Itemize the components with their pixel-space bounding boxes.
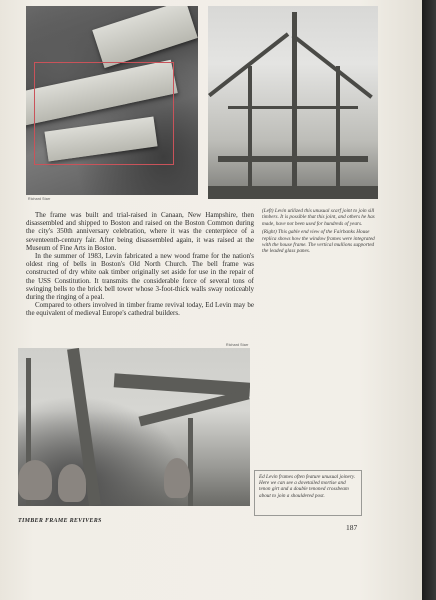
body-paragraph: The frame was built and trial-raised in Canaan, New Hampshire, then disassembled and shipped to Boston and raised on the Boston Common during the city's 350th anniversary celebration, where it was the centerpiece of a seventeenth-century fair. After being disassembled again, it was raised at the Museum of Fine Arts in Boston. bbox=[26, 211, 254, 252]
caption-right: (Right) This gable end view of the Fairbanks House replica shows how the window frames were integrated with the house frame. The vertical mullions supported the leaded glass panes. bbox=[262, 229, 375, 255]
running-head: TIMBER FRAME REVIVERS bbox=[18, 518, 102, 524]
bottom-photo-caption: Ed Levin frames often feature unusual joinery. Here we can see a dovetailed mortise and tenon girt and a double tenoned crossbeam about to join a shouldered post. bbox=[254, 470, 362, 516]
page-edge-shadow bbox=[422, 0, 436, 600]
body-paragraph: Compared to others involved in timber frame revival today, Ed Levin may be the equivalent of medieval Europe's cathedral builders. bbox=[26, 301, 254, 318]
photo-credit-bottom: Richard Starr bbox=[226, 343, 249, 347]
photo-captions bbox=[262, 208, 380, 257]
page-number: 187 bbox=[346, 523, 358, 532]
body-paragraph: In the summer of 1983, Levin fabricated a new wood frame for the nation's oldest ring of bells in Boston's Old North Church. The bell frame was constructed of dry white oak timber originally set aside for use in the repair of the USS Constitution. It transmits the considerable force of several tons of swinging bells to the brick bell tower whose 3-foot-thick walls sway noticeably during the ringing of a peal. bbox=[26, 252, 254, 302]
gable-frame-photo bbox=[208, 6, 378, 199]
highlight-frame bbox=[34, 62, 174, 165]
frame-raising-photo bbox=[18, 348, 250, 506]
scarf-joint-photo bbox=[26, 6, 198, 195]
caption-left: (Left) Levin utilized this unusual scarf joint to join sill timbers. It is possible that this joint, and others he has made, have not been used for hundreds of years. bbox=[262, 208, 375, 227]
photo-credit-left: Richard Starr bbox=[28, 197, 51, 201]
article-body bbox=[26, 211, 254, 318]
